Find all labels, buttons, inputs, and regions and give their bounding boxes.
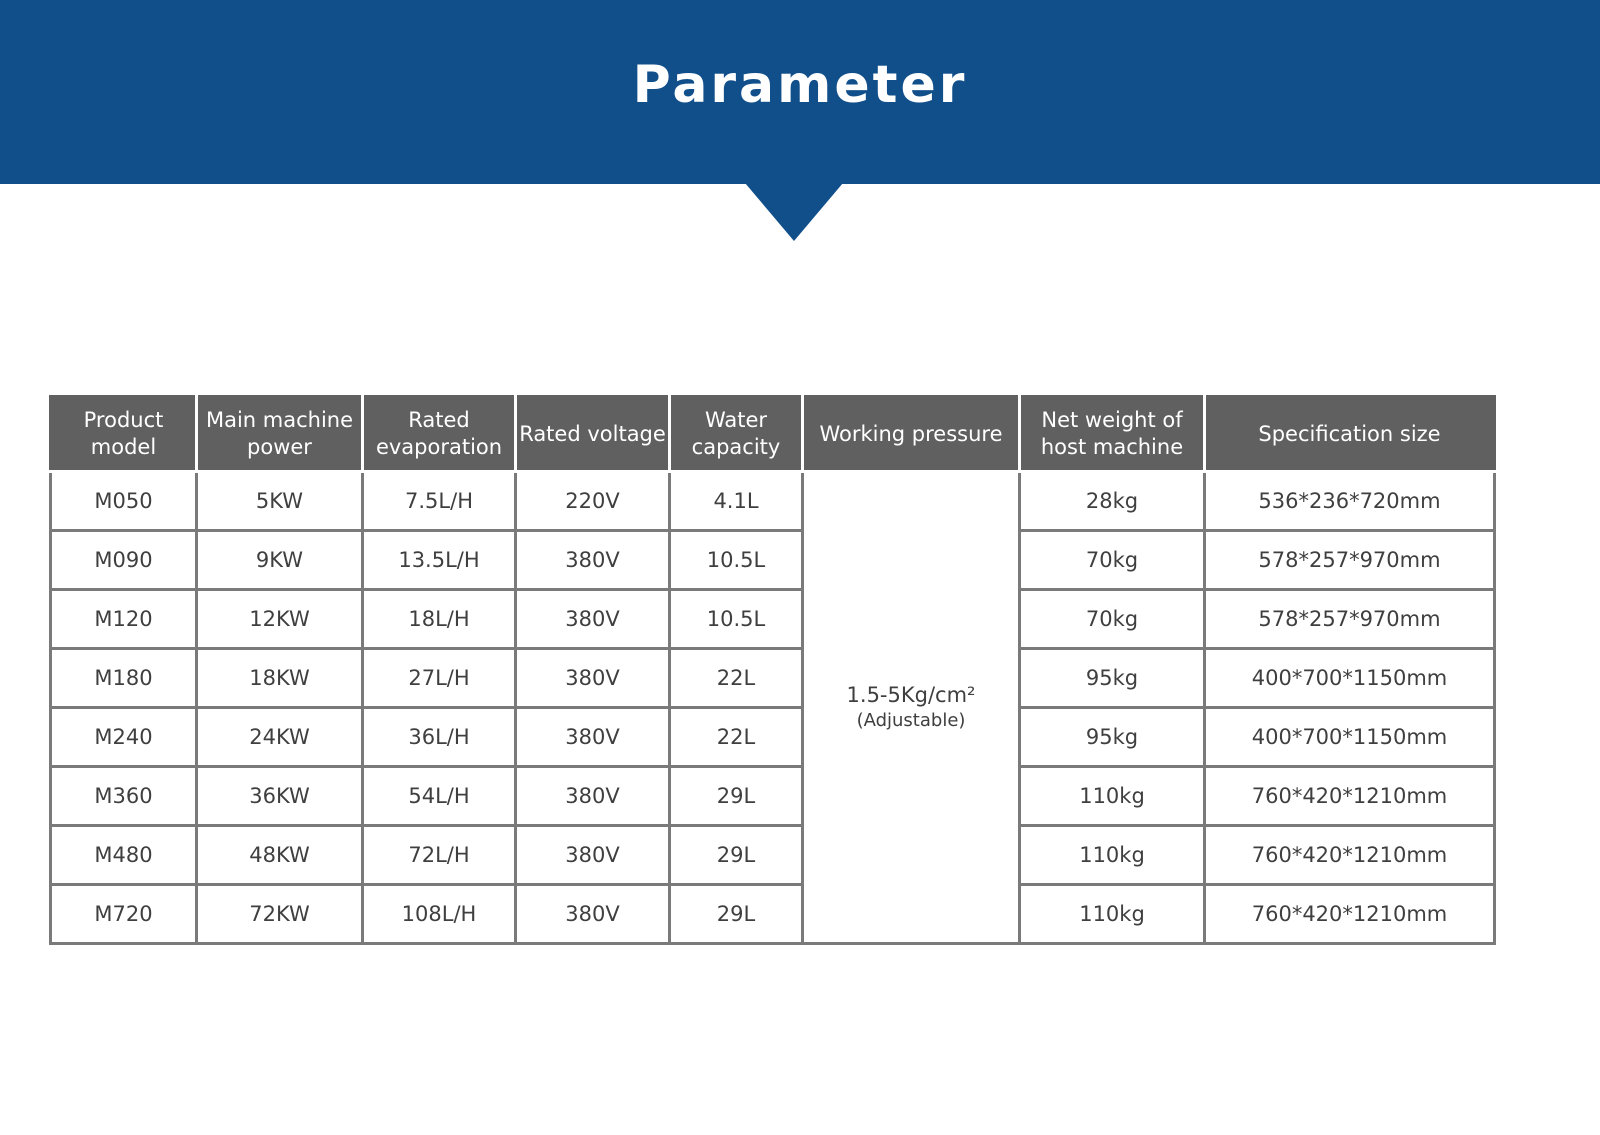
cell-power: 72KW: [197, 885, 363, 944]
cell-voltage: 380V: [516, 649, 670, 708]
cell-water-capacity: 10.5L: [670, 531, 803, 590]
working-pressure-note: (Adjustable): [856, 709, 966, 731]
cell-power: 48KW: [197, 826, 363, 885]
cell-voltage: 380V: [516, 885, 670, 944]
cell-voltage: 220V: [516, 472, 670, 531]
cell-model: M090: [51, 531, 197, 590]
column-header-specification-size: Specification size: [1205, 397, 1495, 472]
table-row: [51, 472, 1495, 531]
cell-evaporation: 54L/H: [363, 767, 516, 826]
table-row: [51, 885, 1495, 944]
banner-pointer: [745, 183, 843, 241]
cell-evaporation: 18L/H: [363, 590, 516, 649]
cell-specification-size: 400*700*1150mm: [1205, 708, 1495, 767]
cell-power: 9KW: [197, 531, 363, 590]
table-header-row: [51, 397, 1495, 472]
table-row: [51, 826, 1495, 885]
cell-water-capacity: 29L: [670, 885, 803, 944]
cell-water-capacity: 10.5L: [670, 590, 803, 649]
cell-water-capacity: 29L: [670, 826, 803, 885]
cell-evaporation: 7.5L/H: [363, 472, 516, 531]
cell-model: M240: [51, 708, 197, 767]
cell-net-weight: 110kg: [1020, 826, 1205, 885]
cell-model: M480: [51, 826, 197, 885]
column-header-rated-evaporation: Rated evaporation: [363, 397, 516, 472]
column-header-product-model: Product model: [51, 397, 197, 472]
cell-evaporation: 27L/H: [363, 649, 516, 708]
cell-net-weight: 28kg: [1020, 472, 1205, 531]
cell-specification-size: 760*420*1210mm: [1205, 767, 1495, 826]
cell-power: 5KW: [197, 472, 363, 531]
parameter-table: [49, 395, 1496, 945]
cell-water-capacity: 22L: [670, 649, 803, 708]
table-row: [51, 590, 1495, 649]
cell-power: 12KW: [197, 590, 363, 649]
cell-specification-size: 578*257*970mm: [1205, 531, 1495, 590]
cell-water-capacity: 22L: [670, 708, 803, 767]
column-header-working-pressure: Working pressure: [803, 397, 1020, 472]
table-row: [51, 708, 1495, 767]
cell-evaporation: 108L/H: [363, 885, 516, 944]
cell-model: M360: [51, 767, 197, 826]
table-row: [51, 767, 1495, 826]
cell-voltage: 380V: [516, 531, 670, 590]
cell-voltage: 380V: [516, 708, 670, 767]
cell-evaporation: 36L/H: [363, 708, 516, 767]
table-row: [51, 531, 1495, 590]
column-header-rated-voltage: Rated voltage: [516, 397, 670, 472]
cell-voltage: 380V: [516, 590, 670, 649]
cell-water-capacity: 4.1L: [670, 472, 803, 531]
column-header-main-machine-power: Main machine power: [197, 397, 363, 472]
cell-evaporation: 13.5L/H: [363, 531, 516, 590]
cell-net-weight: 110kg: [1020, 885, 1205, 944]
cell-water-capacity: 29L: [670, 767, 803, 826]
cell-net-weight: 95kg: [1020, 708, 1205, 767]
cell-voltage: 380V: [516, 767, 670, 826]
cell-power: 36KW: [197, 767, 363, 826]
cell-model: M120: [51, 590, 197, 649]
working-pressure-value: 1.5-5Kg/cm²: [846, 682, 976, 707]
cell-voltage: 380V: [516, 826, 670, 885]
cell-working-pressure: [803, 472, 1020, 944]
table-row: [51, 649, 1495, 708]
cell-model: M720: [51, 885, 197, 944]
column-header-net-weight: Net weight of host machine: [1020, 397, 1205, 472]
cell-net-weight: 70kg: [1020, 590, 1205, 649]
cell-specification-size: 400*700*1150mm: [1205, 649, 1495, 708]
cell-net-weight: 110kg: [1020, 767, 1205, 826]
cell-power: 24KW: [197, 708, 363, 767]
cell-specification-size: 760*420*1210mm: [1205, 826, 1495, 885]
cell-specification-size: 536*236*720mm: [1205, 472, 1495, 531]
cell-specification-size: 760*420*1210mm: [1205, 885, 1495, 944]
cell-power: 18KW: [197, 649, 363, 708]
column-header-water-capacity: Water capacity: [670, 397, 803, 472]
cell-model: M050: [51, 472, 197, 531]
cell-specification-size: 578*257*970mm: [1205, 590, 1495, 649]
cell-model: M180: [51, 649, 197, 708]
cell-evaporation: 72L/H: [363, 826, 516, 885]
cell-net-weight: 95kg: [1020, 649, 1205, 708]
cell-net-weight: 70kg: [1020, 531, 1205, 590]
page-title: Parameter: [632, 55, 968, 115]
